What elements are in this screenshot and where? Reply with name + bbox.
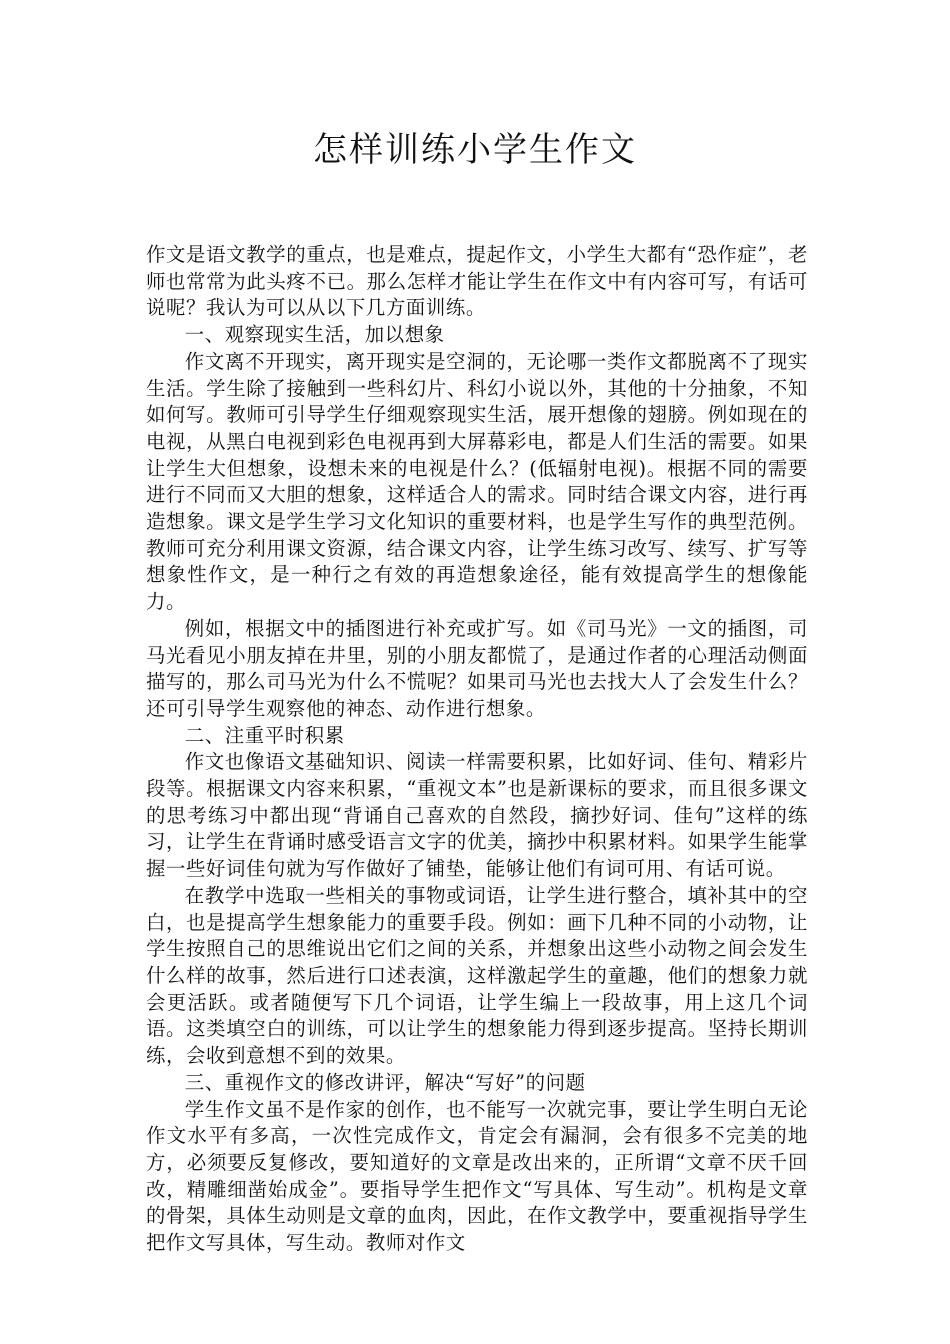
paragraph-intro: 作文是语文教学的重点，也是难点，提起作文，小学生大都有“恐作症”，老师也常常为此头疼不已。那么怎样才能让学生在作文中有内容可写，有话可说呢？我认为可以从以下几方面训练。 xyxy=(146,243,808,320)
page-title: 怎样训练小学生作文 xyxy=(313,130,637,170)
paragraph: 学生作文虽不是作家的创作，也不能写一次就完事，要让学生明白无论作文水平有多高，一次性完成作文，肯定会有漏洞，会有很多不完美的地方，必须要反复修改，要知道好的文章是改出来的，正所谓“文章不厌千回改，精雕细凿始成金”。要指导学生把作文“写具体、写生动”。机构是文章的骨架，具体生动则是文章的血肉，因此，在作文教学中，要重视指导学生把作文写具体，写生动。教师对作文 xyxy=(146,1097,808,1255)
section-heading-1: 一、观察现实生活，加以想象 xyxy=(184,323,445,347)
paragraph: 作文离不开现实，离开现实是空洞的，无论哪一类作文都脱离不了现实生活。学生除了接触到一些科幻片、科幻小说以外，其他的十分抽象，不知如何写。教师可引导学生仔细观察现实生活，展开想像的翅膀。例如现在的电视，从黑白电视到彩色电视再到大屏幕彩电，都是人们生活的需要。如果让学生大但想象，设想未来的电视是什么？(低辐射电视)。根据不同的需要进行不同而又大胆的想象，这样适合人的需求。同时结合课文内容，进行再造想象。课文是学生学习文化知识的重要材料，也是学生写作的典型范例。教师可充分利用课文资源，结合课文内容，让学生练习改写、续写、扩写等想象性作文，是一种行之有效的再造想象途径，能有效提高学生的想像能力。 xyxy=(146,349,808,614)
section-heading-3: 三、重视作文的修改讲评，解决“写好”的问题 xyxy=(184,1070,586,1094)
section-heading-2: 二、注重平时积累 xyxy=(184,723,345,747)
paragraph: 在教学中选取一些相关的事物或词语，让学生进行整合，填补其中的空白，也是提高学生想象能力的重要手段。例如：画下几种不同的小动物，让学生按照自己的思维说出它们之间的关系，并想象出这些小动物之间会发生什么样的故事，然后进行口述表演，这样激起学生的童趣，他们的想象力就会更活跃。或者随便写下几个词语，让学生编上一段故事，用上这几个词语。这类填空白的训练，可以让学生的想象能力得到逐步提高。坚持长期训练，会收到意想不到的效果。 xyxy=(146,883,808,1068)
paragraph: 作文也像语文基础知识、阅读一样需要积累，比如好词、佳句、精彩片段等。根据课文内容来积累，“重视文本”也是新课标的要求，而且很多课文的思考练习中都出现“背诵自己喜欢的自然段，摘抄好词、佳句”这样的练习，让学生在背诵时感受语言文字的优美，摘抄中积累材料。如果学生能掌握一些好词佳句就为写作做好了铺垫，能够让他们有词可用、有话可说。 xyxy=(146,750,808,881)
document-body xyxy=(146,242,808,1257)
paragraph: 例如，根据文中的插图进行补充或扩写。如《司马光》一文的插图，司马光看见小朋友掉在井里，别的小朋友都慌了，是通过作者的心理活动侧面描写的，那么司马光为什么不慌呢？如果司马光也去找大人了会发生什么？还可引导学生观察他的神态、动作进行想象。 xyxy=(146,616,808,720)
